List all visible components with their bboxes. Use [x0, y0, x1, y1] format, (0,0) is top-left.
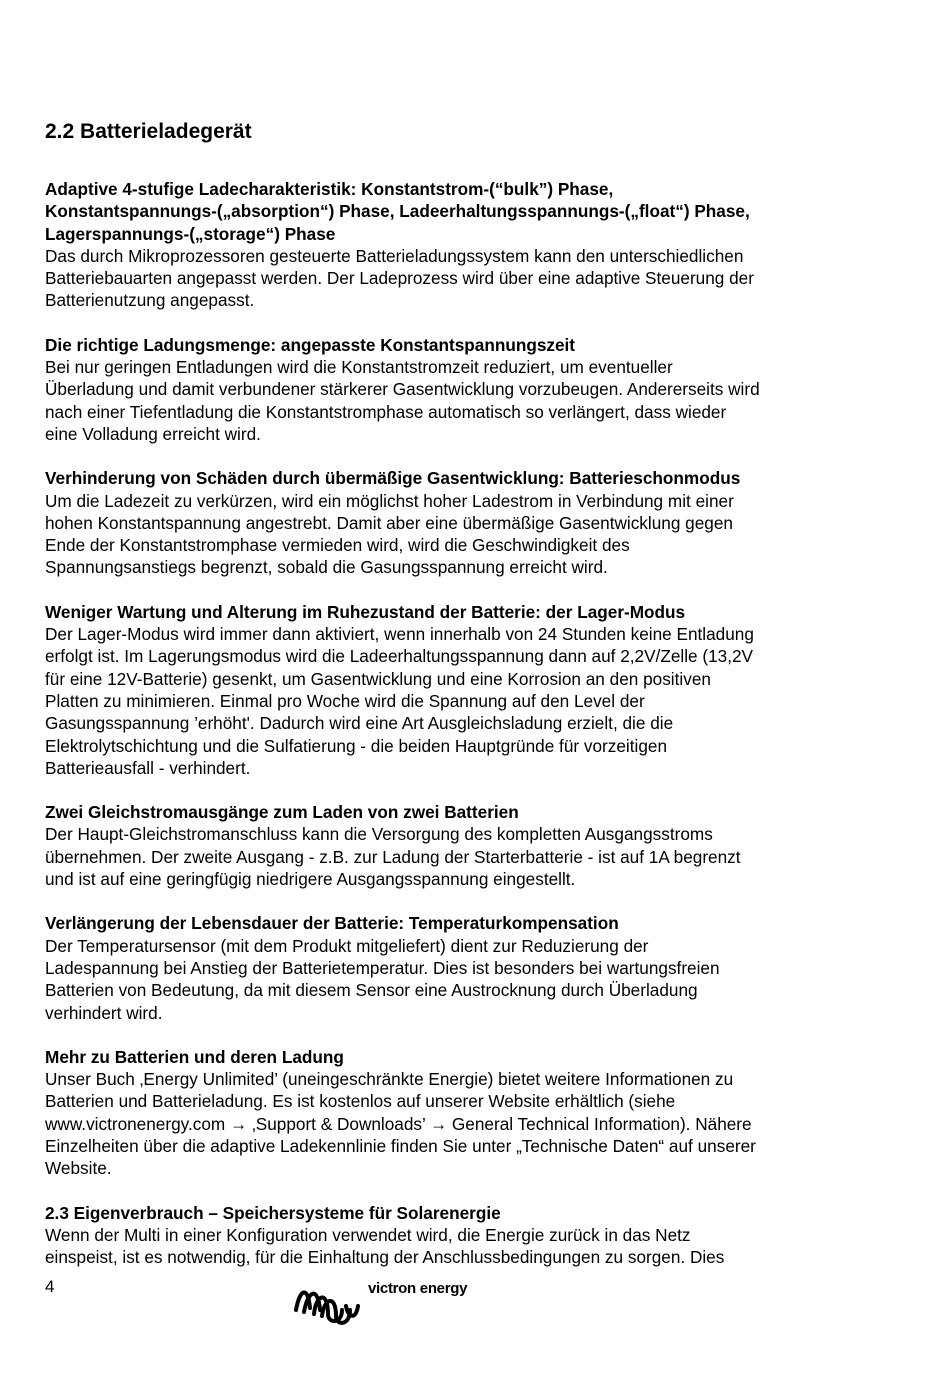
section-adaptive-charging: [45, 178, 865, 312]
section-temperature-compensation: [45, 912, 865, 1023]
section-body: Um die Ladezeit zu verkürzen, wird ein möglichst hoher Ladestrom in Verbindung mit einer hohen Konstantspannung angestrebt. Damit aber eine übermäßige Gasentwicklung gegen Ende der Konstantstromphase vermieden wird, wird die Geschwindigkeit des Spannungsanstiegs begrenzt, sobald die Gasungsspannung erreicht wird.: [45, 490, 734, 578]
section-title: Weniger Wartung und Alterung im Ruhezustand der Batterie: der Lager-Modus: [45, 601, 686, 622]
section-title: Zwei Gleichstromausgänge zum Laden von zwei Batterien: [45, 802, 519, 823]
section-title: Adaptive 4-stufige Ladecharakteristik: Konstantstrom-(“bulk”) Phase, Konstantspannungs-(„absorption“) Phase, Ladeerhaltungsspannungs-(„float“) Phase, Lagerspannungs-(„storage“) Phase: [45, 179, 750, 244]
section-body: Der Haupt-Gleichstromanschluss kann die Versorgung des kompletten Ausgangsstroms übernehmen. Der zweite Ausgang - z.B. zur Ladung der Starterbatterie - ist auf 1A begrenzt und ist auf eine geringfügig niedrigere Ausgangsspannung eingestellt.: [45, 824, 741, 890]
section-body: Unser Buch ‚Energy Unlimited’ (uneingeschränkte Energie) bietet weitere Informationen zu Batterien und Batterieladung. Es ist kostenlos auf unserer Website erhältlich (siehe www.victronenergy.com → ‚Support & Downloads’ → General Technical Information). Nähere Einzelheiten über die adaptive Ladekennlinie finden Sie unter „Technische Daten“ auf unserer Website.: [45, 1069, 756, 1179]
section-title: 2.3 Eigenverbrauch – Speichersysteme für Solarenergie: [45, 1202, 501, 1223]
section-gassing-protection: [45, 467, 865, 578]
section-body: Bei nur geringen Entladungen wird die Konstantstromzeit reduziert, um eventueller Überladung und damit verbundener stärkerer Gasentwicklung vorzubeugen. Andererseits wird nach einer Tiefentladung die Konstantstromphase automatisch so verlängert, dass wieder eine Volladung erreicht wird.: [45, 357, 760, 444]
section-title: Die richtige Ladungsmenge: angepasste Konstantspannungszeit: [45, 334, 576, 355]
section-title: Verlängerung der Lebensdauer der Batterie: Temperaturkompensation: [45, 913, 619, 934]
section-charge-amount: [45, 334, 865, 445]
section-body: Der Lager-Modus wird immer dann aktiviert, wenn innerhalb von 24 Stunden keine Entladung erfolgt ist. Im Lagerungsmodus wird die Ladeerhaltungsspannung dann auf 2,2V/Zelle (13,2V für eine 12V-Batterie) gesenkt, um Gasentwicklung und eine Korrosion an den positiven Platten zu minimieren. Einmal pro Woche wird die Spannung auf den Level der Gasungsspannung ’erhöht'. Dadurch wird eine Art Ausgleichsladung erzielt, die die Elektrolytschichtung und die Sulfatierung - die beiden Hauptgründe für vorzeitigen Batterieausfall - verhindert.: [45, 624, 754, 778]
section-body: Der Temperatursensor (mit dem Produkt mitgeliefert) dient zur Reduzierung der Ladespannung bei Anstieg der Batterietemperatur. Dies ist besonders bei wartungsfreien Batterien von Bedeutung, da mit diesem Sensor eine Austrocknung durch Überladung verhindert wird.: [45, 935, 720, 1023]
section-more-info: [45, 1046, 865, 1180]
section-title: Mehr zu Batterien und deren Ladung: [45, 1046, 344, 1067]
section-storage-mode: [45, 601, 865, 779]
victron-logo: [292, 1280, 482, 1330]
page-number: 4: [45, 1277, 55, 1296]
section-heading: 2.2 Batterieladegerät: [45, 120, 252, 143]
victron-swirl-icon: [292, 1280, 364, 1328]
document-page: [45, 118, 865, 1290]
section-self-consumption: [45, 1202, 865, 1269]
section-title: Verhinderung von Schäden durch übermäßige Gasentwicklung: Batterieschonmodus: [45, 468, 741, 489]
logo-text: victron energy: [368, 1280, 468, 1297]
section-body: Wenn der Multi in einer Konfiguration verwendet wird, die Energie zurück in das Netz einspeist, ist es notwendig, für die Einhaltung der Anschlussbedingungen zu sorgen. Dies: [45, 1224, 725, 1268]
section-dual-outputs: [45, 801, 865, 890]
section-body: Das durch Mikroprozessoren gesteuerte Batterieladungssystem kann den unterschiedlichen Batteriebauarten angepasst werden. Der Ladeprozess wird über eine adaptive Steuerung der Batterienutzung angepasst.: [45, 245, 754, 311]
